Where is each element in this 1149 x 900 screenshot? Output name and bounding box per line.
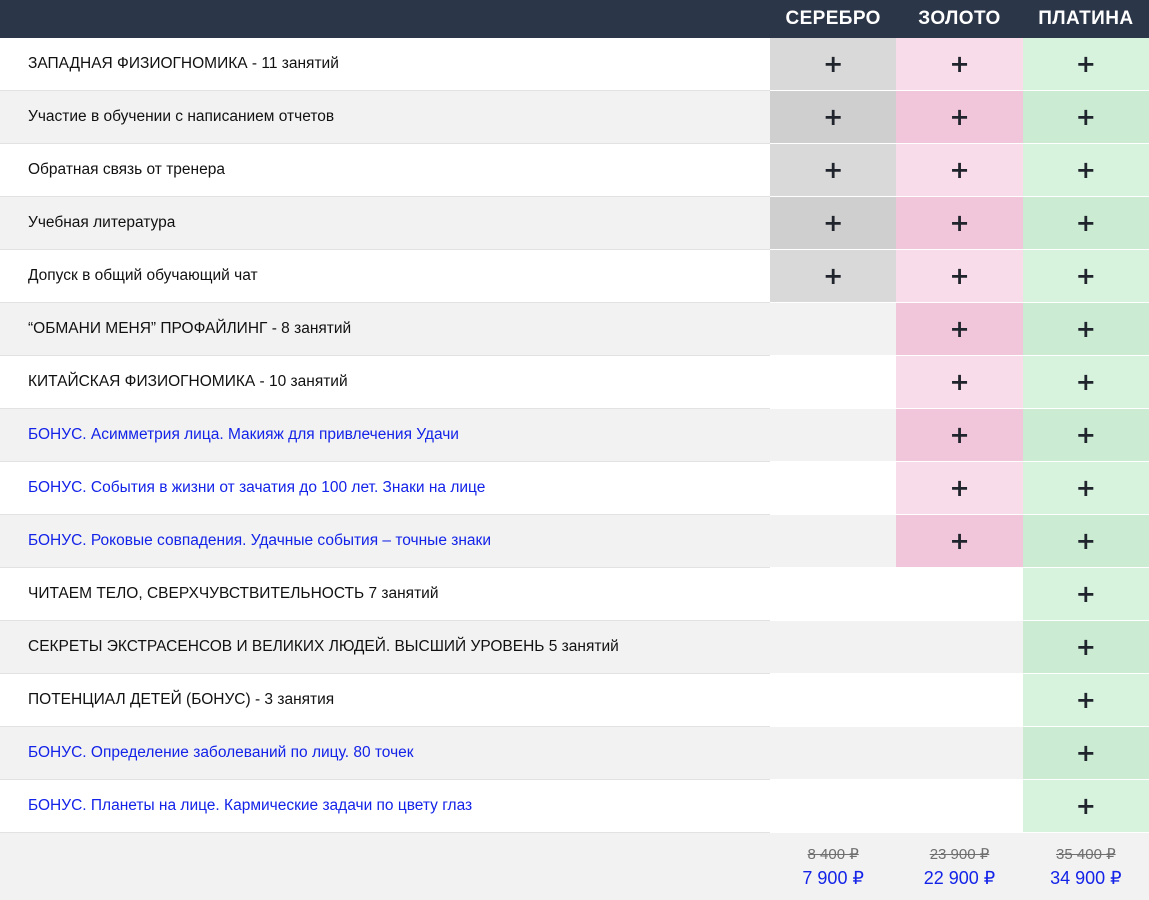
plus-icon: + (1076, 582, 1096, 606)
table-row (0, 780, 1149, 833)
table-row (0, 38, 1149, 91)
mark-cell-silver (770, 674, 896, 727)
plus-icon: + (1076, 635, 1096, 659)
plus-icon: + (1076, 529, 1096, 553)
mark-cell-platinum (1023, 250, 1149, 303)
price-cell-gold (896, 833, 1022, 900)
plan-header-silver: СЕРЕБРО (770, 0, 896, 38)
plus-icon: + (1076, 741, 1096, 765)
feature-label: ПОТЕНЦИАЛ ДЕТЕЙ (БОНУС) - 3 занятия (0, 674, 770, 727)
table-row (0, 674, 1149, 727)
plus-icon: + (949, 158, 969, 182)
table-row (0, 144, 1149, 197)
feature-label: ЧИТАЕМ ТЕЛО, СВЕРХЧУВСТВИТЕЛЬНОСТЬ 7 занятий (0, 568, 770, 621)
feature-label: Допуск в общий обучающий чат (0, 250, 770, 303)
mark-cell-gold (896, 674, 1022, 727)
mark-cell-silver (770, 144, 896, 197)
mark-cell-silver (770, 727, 896, 780)
plus-icon: + (1076, 370, 1096, 394)
plus-icon: + (1076, 317, 1096, 341)
table-footer-prices (0, 833, 1149, 900)
table-row (0, 250, 1149, 303)
plus-icon: + (1076, 688, 1096, 712)
mark-cell-silver (770, 621, 896, 674)
mark-cell-platinum (1023, 303, 1149, 356)
feature-label: БОНУС. Роковые совпадения. Удачные события – точные знаки (0, 515, 770, 568)
plus-icon: + (823, 158, 843, 182)
table-row (0, 356, 1149, 409)
price-cell-silver (770, 833, 896, 900)
feature-label: КИТАЙСКАЯ ФИЗИОГНОМИКА - 10 занятий (0, 356, 770, 409)
mark-cell-silver (770, 250, 896, 303)
plan-header-gold: ЗОЛОТО (896, 0, 1022, 38)
plus-icon: + (949, 423, 969, 447)
table-row (0, 462, 1149, 515)
mark-cell-gold (896, 568, 1022, 621)
mark-cell-silver (770, 568, 896, 621)
plus-icon: + (823, 211, 843, 235)
header-row (0, 0, 1149, 38)
plus-icon: + (949, 211, 969, 235)
mark-cell-gold (896, 91, 1022, 144)
plus-icon: + (1076, 423, 1096, 447)
plus-icon: + (823, 52, 843, 76)
feature-label: БОНУС. События в жизни от зачатия до 100 лет. Знаки на лице (0, 462, 770, 515)
mark-cell-platinum (1023, 568, 1149, 621)
mark-cell-silver (770, 515, 896, 568)
mark-cell-silver (770, 38, 896, 91)
feature-label: Участие в обучении с написанием отчетов (0, 91, 770, 144)
mark-cell-platinum (1023, 91, 1149, 144)
mark-cell-platinum (1023, 674, 1149, 727)
plus-icon: + (949, 105, 969, 129)
mark-cell-silver (770, 780, 896, 833)
feature-label: Обратная связь от тренера (0, 144, 770, 197)
table-row (0, 568, 1149, 621)
plus-icon: + (949, 370, 969, 394)
feature-label: Учебная литература (0, 197, 770, 250)
mark-cell-silver (770, 409, 896, 462)
feature-label: БОНУС. Планеты на лице. Кармические задачи по цвету глаз (0, 780, 770, 833)
plan-header-platinum: ПЛАТИНА (1023, 0, 1149, 38)
table-body (0, 38, 1149, 833)
mark-cell-platinum (1023, 356, 1149, 409)
feature-label: СЕКРЕТЫ ЭКСТРАСЕНСОВ И ВЕЛИКИХ ЛЮДЕЙ. ВЫСШИЙ УРОВЕНЬ 5 занятий (0, 621, 770, 674)
plus-icon: + (1076, 794, 1096, 818)
mark-cell-platinum (1023, 144, 1149, 197)
feature-column-header (0, 0, 770, 38)
table-row (0, 91, 1149, 144)
price-old-silver: 8 400 ₽ (770, 845, 896, 865)
mark-cell-gold (896, 38, 1022, 91)
table-header (0, 0, 1149, 38)
price-new-silver: 7 900 ₽ (770, 867, 896, 889)
mark-cell-gold (896, 197, 1022, 250)
mark-cell-silver (770, 356, 896, 409)
mark-cell-gold (896, 621, 1022, 674)
table-row (0, 621, 1149, 674)
mark-cell-platinum (1023, 197, 1149, 250)
feature-label: БОНУС. Асимметрия лица. Макияж для привлечения Удачи (0, 409, 770, 462)
mark-cell-gold (896, 462, 1022, 515)
plus-icon: + (1076, 105, 1096, 129)
table-row (0, 515, 1149, 568)
price-row-spacer (0, 833, 770, 900)
plus-icon: + (949, 529, 969, 553)
mark-cell-gold (896, 515, 1022, 568)
mark-cell-platinum (1023, 462, 1149, 515)
plus-icon: + (1076, 476, 1096, 500)
price-row (0, 833, 1149, 900)
plus-icon: + (949, 317, 969, 341)
mark-cell-silver (770, 91, 896, 144)
mark-cell-gold (896, 727, 1022, 780)
plus-icon: + (1076, 158, 1096, 182)
mark-cell-gold (896, 409, 1022, 462)
plus-icon: + (823, 264, 843, 288)
table-row (0, 303, 1149, 356)
mark-cell-silver (770, 197, 896, 250)
mark-cell-platinum (1023, 38, 1149, 91)
mark-cell-gold (896, 356, 1022, 409)
plus-icon: + (949, 264, 969, 288)
price-new-platinum: 34 900 ₽ (1023, 867, 1149, 889)
price-new-gold: 22 900 ₽ (896, 867, 1022, 889)
plus-icon: + (1076, 52, 1096, 76)
mark-cell-platinum (1023, 780, 1149, 833)
mark-cell-silver (770, 462, 896, 515)
table-row (0, 197, 1149, 250)
price-cell-platinum (1023, 833, 1149, 900)
price-old-platinum: 35 400 ₽ (1023, 845, 1149, 865)
mark-cell-silver (770, 303, 896, 356)
table-row (0, 727, 1149, 780)
mark-cell-platinum (1023, 409, 1149, 462)
plus-icon: + (949, 52, 969, 76)
mark-cell-platinum (1023, 621, 1149, 674)
mark-cell-gold (896, 303, 1022, 356)
plus-icon: + (1076, 264, 1096, 288)
table-row (0, 409, 1149, 462)
feature-label: “ОБМАНИ МЕНЯ” ПРОФАЙЛИНГ - 8 занятий (0, 303, 770, 356)
feature-label: ЗАПАДНАЯ ФИЗИОГНОМИКА - 11 занятий (0, 38, 770, 91)
price-old-gold: 23 900 ₽ (896, 845, 1022, 865)
mark-cell-gold (896, 144, 1022, 197)
mark-cell-gold (896, 250, 1022, 303)
mark-cell-gold (896, 780, 1022, 833)
mark-cell-platinum (1023, 727, 1149, 780)
feature-label: БОНУС. Определение заболеваний по лицу. 80 точек (0, 727, 770, 780)
plus-icon: + (823, 105, 843, 129)
plus-icon: + (949, 476, 969, 500)
mark-cell-platinum (1023, 515, 1149, 568)
plus-icon: + (1076, 211, 1096, 235)
